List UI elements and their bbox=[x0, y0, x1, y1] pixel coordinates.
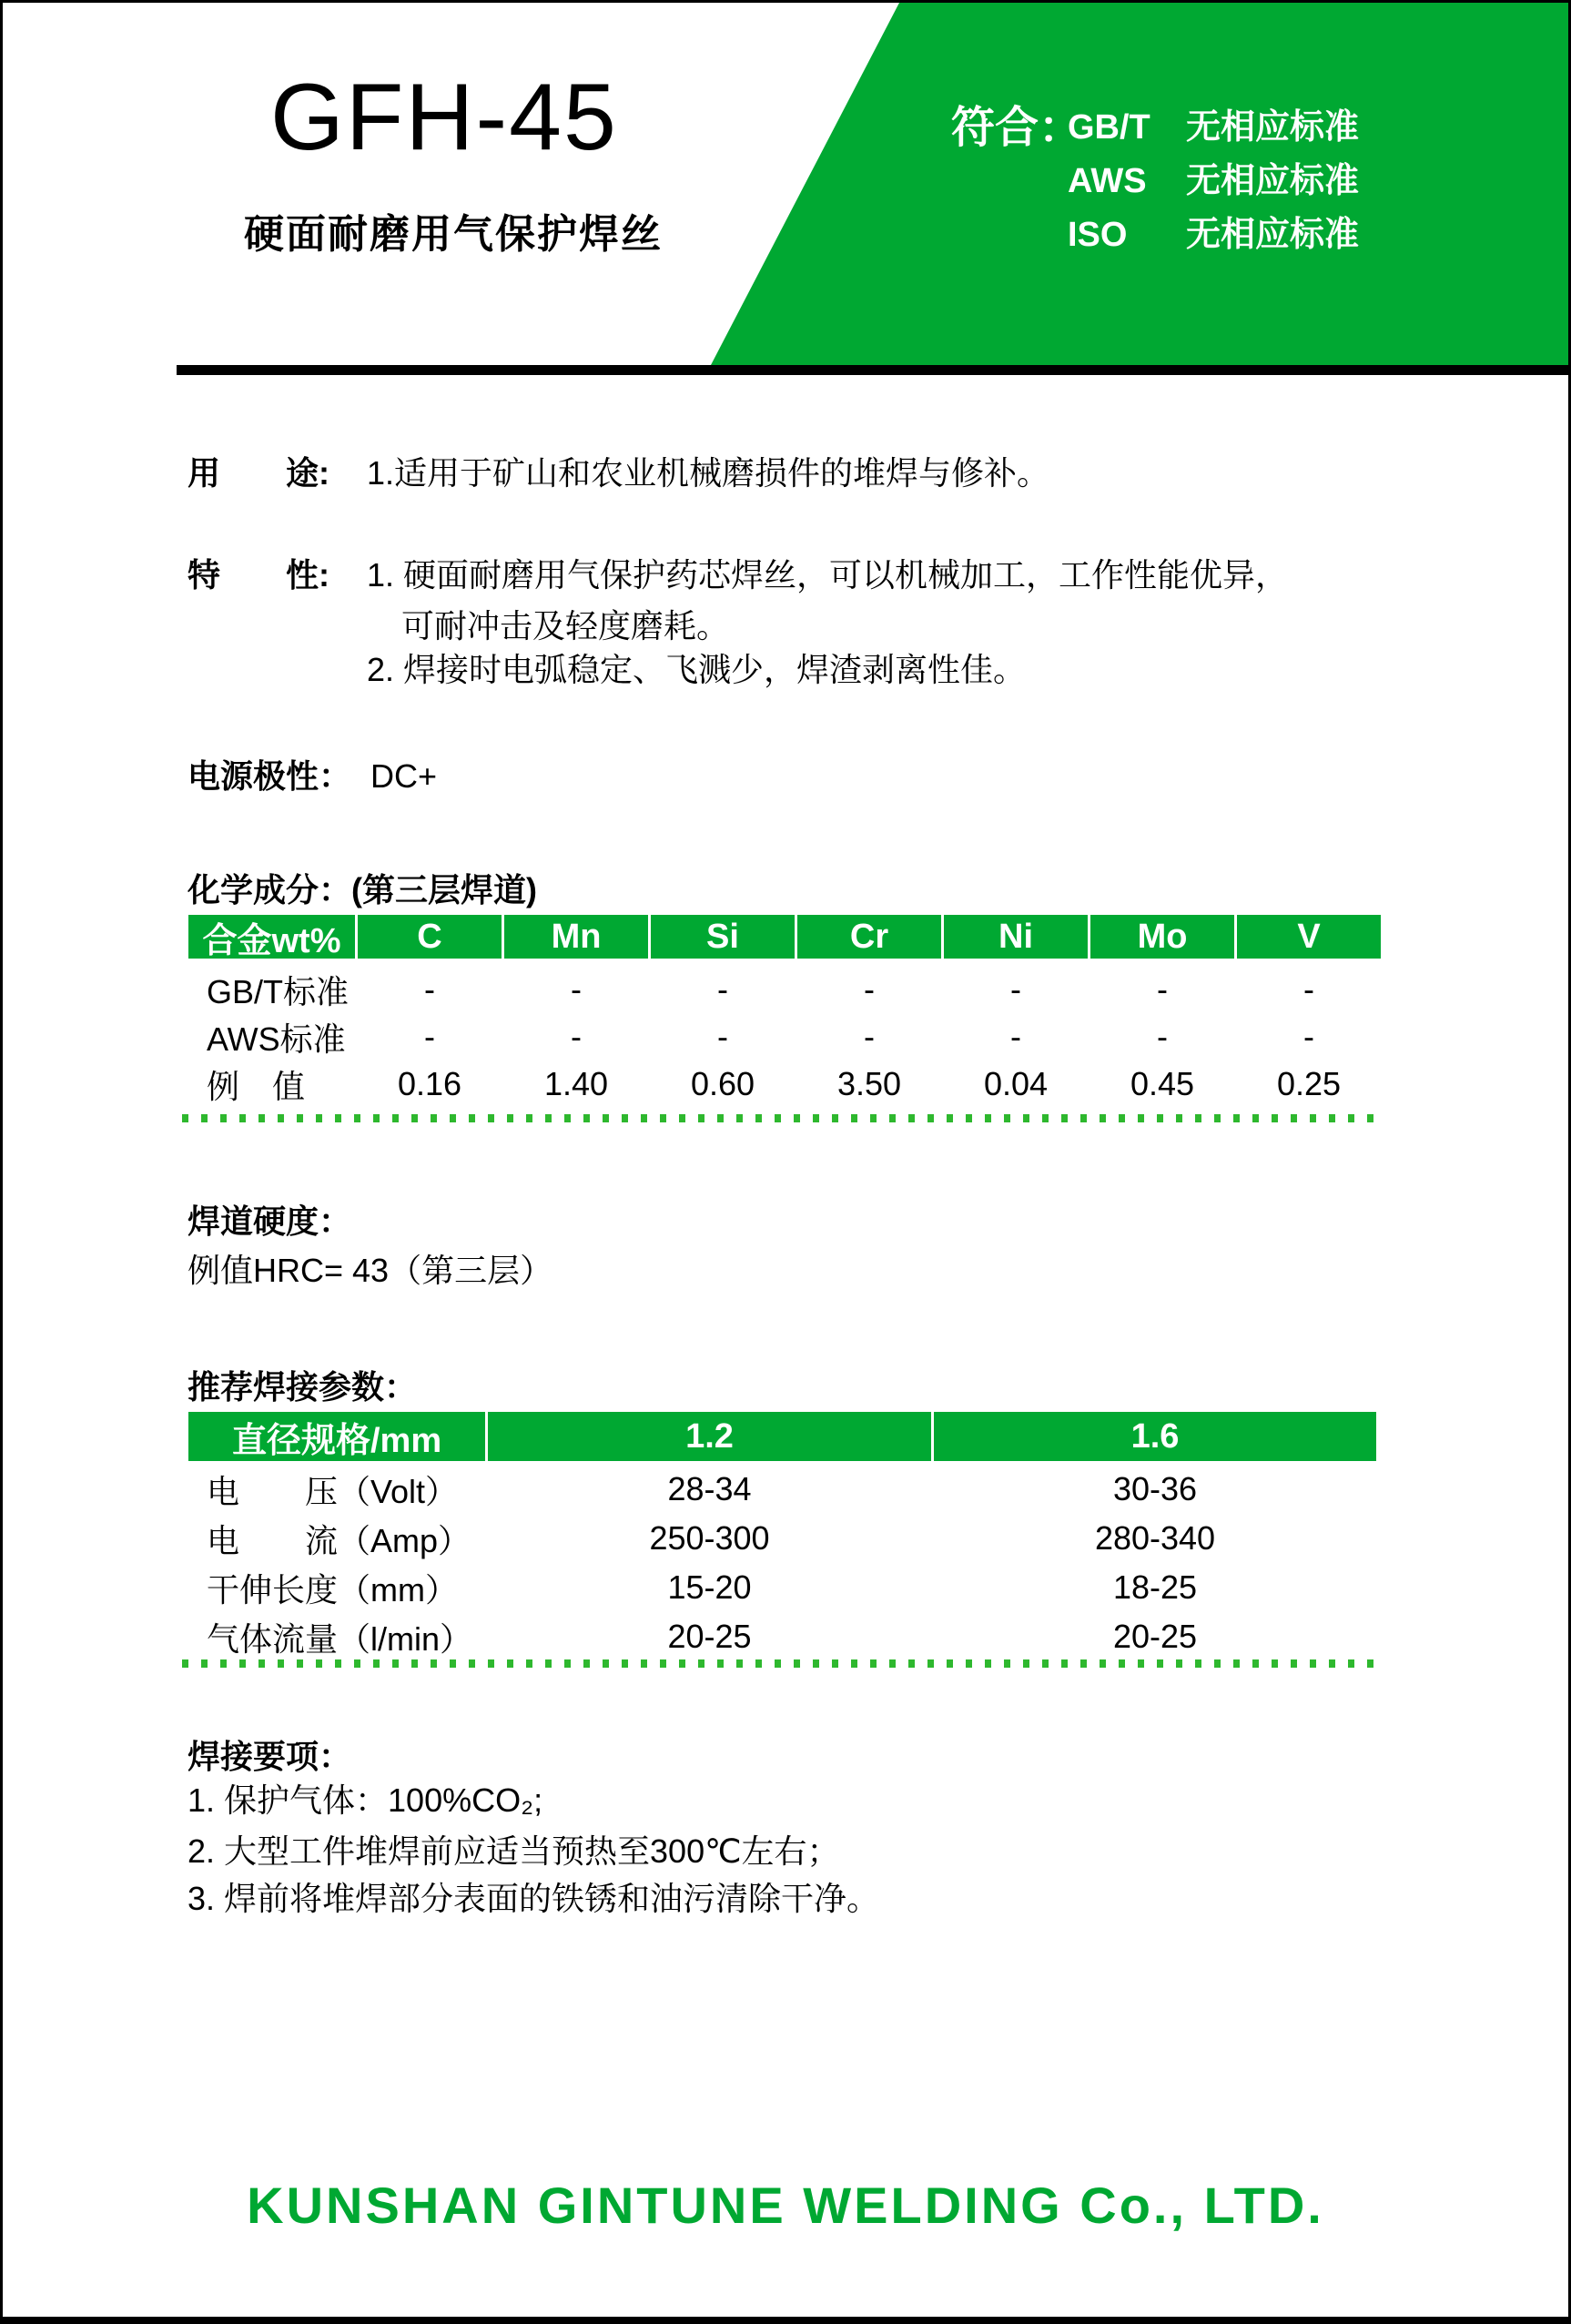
chem-header-cell: Mn bbox=[504, 915, 648, 959]
notes-line-3: 3. 焊前将堆焊部分表面的铁锈和油污清除干净。 bbox=[188, 1880, 880, 1917]
chem-cell: 0.60 bbox=[690, 1065, 755, 1102]
product-subtitle: 硬面耐磨用气保护焊丝 bbox=[244, 212, 663, 257]
chem-header-cell: V bbox=[1237, 915, 1381, 959]
notes-line-2: 2. 大型工件堆焊前应适当预热至300℃左右； bbox=[188, 1832, 840, 1870]
chem-table-title: 化学成分：(第三层焊道) bbox=[188, 871, 537, 908]
param-table-header bbox=[188, 1412, 1376, 1461]
chem-cell: 0.16 bbox=[397, 1065, 462, 1102]
chem-row-label: GB/T标准 bbox=[207, 972, 350, 1010]
polarity-label: 电源极性： bbox=[188, 757, 352, 795]
chem-header-cell: Ni bbox=[944, 915, 1088, 959]
chem-cell: 0.25 bbox=[1276, 1065, 1342, 1102]
standard-value: 无相应标准 bbox=[1186, 216, 1360, 254]
standards-block bbox=[951, 105, 1359, 256]
param-header-cell: 1.2 bbox=[488, 1412, 931, 1461]
chem-cell: - bbox=[424, 1018, 435, 1055]
chem-header-cell: Mo bbox=[1090, 915, 1234, 959]
dotted-divider bbox=[182, 1659, 1374, 1668]
polarity-value: DC+ bbox=[370, 757, 438, 795]
param-cell: 30-36 bbox=[1112, 1470, 1198, 1507]
chem-cell: - bbox=[1303, 970, 1314, 1008]
chem-cell: - bbox=[717, 1018, 728, 1055]
company-name: KUNSHAN GINTUNE WELDING Co., LTD. bbox=[247, 2177, 1324, 2234]
chem-header-cell: Si bbox=[651, 915, 795, 959]
param-row-label: 电 流（Amp） bbox=[207, 1521, 471, 1559]
chem-cell: - bbox=[717, 970, 728, 1008]
notes-label: 焊接要项： bbox=[188, 1738, 352, 1775]
param-cell: 15-20 bbox=[667, 1568, 752, 1606]
dotted-divider bbox=[182, 1114, 1374, 1122]
chem-row-label: 例 值 bbox=[207, 1067, 306, 1105]
chem-cell: 1.40 bbox=[543, 1065, 609, 1102]
chem-cell: - bbox=[864, 970, 875, 1008]
chem-cell: - bbox=[571, 970, 582, 1008]
product-title: GFH-45 bbox=[270, 65, 618, 170]
param-row-label: 干伸长度（mm） bbox=[207, 1570, 458, 1609]
standards-label: 符合： bbox=[951, 104, 1083, 152]
param-header-cell: 1.6 bbox=[934, 1412, 1376, 1461]
param-cell: 18-25 bbox=[1112, 1568, 1198, 1606]
features-line-3: 2. 焊接时电弧稳定、飞溅少，焊渣剥离性佳。 bbox=[367, 651, 1027, 688]
standard-value: 无相应标准 bbox=[1186, 162, 1360, 200]
hardness-value: 例值HRC= 43（第三层） bbox=[188, 1252, 553, 1289]
chem-cell: - bbox=[1303, 1018, 1314, 1055]
param-row-label: 电 压（Volt） bbox=[207, 1472, 459, 1510]
standard-code: ISO bbox=[1068, 216, 1128, 254]
chem-cell: 0.45 bbox=[1130, 1065, 1195, 1102]
hardness-label: 焊道硬度： bbox=[188, 1203, 352, 1240]
chem-header-cell: C bbox=[358, 915, 502, 959]
features-line-2: 可耐冲击及轻度磨耗。 bbox=[401, 607, 730, 644]
param-row-label: 气体流量（l/min） bbox=[207, 1619, 473, 1658]
features-label: 特 性: bbox=[188, 556, 329, 594]
param-table-title: 推荐焊接参数： bbox=[188, 1368, 418, 1406]
standard-code: AWS bbox=[1068, 162, 1147, 200]
chem-header-cell: Cr bbox=[797, 915, 941, 959]
chem-table-body bbox=[188, 966, 1381, 1108]
param-cell: 20-25 bbox=[667, 1618, 752, 1655]
param-cell: 20-25 bbox=[1112, 1618, 1198, 1655]
usage-text: 1.适用于矿山和农业机械磨损件的堆焊与修补。 bbox=[367, 454, 1050, 492]
chem-row-label: AWS标准 bbox=[207, 1020, 346, 1058]
usage-label: 用 途: bbox=[188, 454, 329, 492]
chem-cell: - bbox=[424, 970, 435, 1008]
chem-cell: 3.50 bbox=[836, 1065, 902, 1102]
notes-line-1: 1. 保护气体：100%CO₂; bbox=[188, 1781, 543, 1819]
chem-cell: - bbox=[1157, 970, 1168, 1008]
param-cell: 280-340 bbox=[1094, 1519, 1216, 1557]
param-header-cell: 直径规格/mm bbox=[188, 1412, 485, 1461]
standard-value: 无相应标准 bbox=[1186, 108, 1360, 147]
param-table-body bbox=[188, 1465, 1376, 1661]
chem-cell: - bbox=[1157, 1018, 1168, 1055]
standards-list bbox=[1068, 107, 1359, 256]
param-cell: 28-34 bbox=[667, 1470, 752, 1507]
header-divider-rule bbox=[177, 365, 1568, 375]
chem-cell: 0.04 bbox=[983, 1065, 1049, 1102]
features-line-1: 1. 硬面耐磨用气保护药芯焊丝，可以机械加工，工作性能优异， bbox=[367, 556, 1289, 594]
param-cell: 250-300 bbox=[649, 1519, 770, 1557]
chem-cell: - bbox=[864, 1018, 875, 1055]
chem-cell: - bbox=[571, 1018, 582, 1055]
chem-cell: - bbox=[1010, 1018, 1021, 1055]
chem-cell: - bbox=[1010, 970, 1021, 1008]
chem-header-cell: 合金wt% bbox=[188, 915, 355, 959]
standard-code: GB/T bbox=[1068, 108, 1150, 147]
chem-table-header bbox=[188, 915, 1381, 959]
